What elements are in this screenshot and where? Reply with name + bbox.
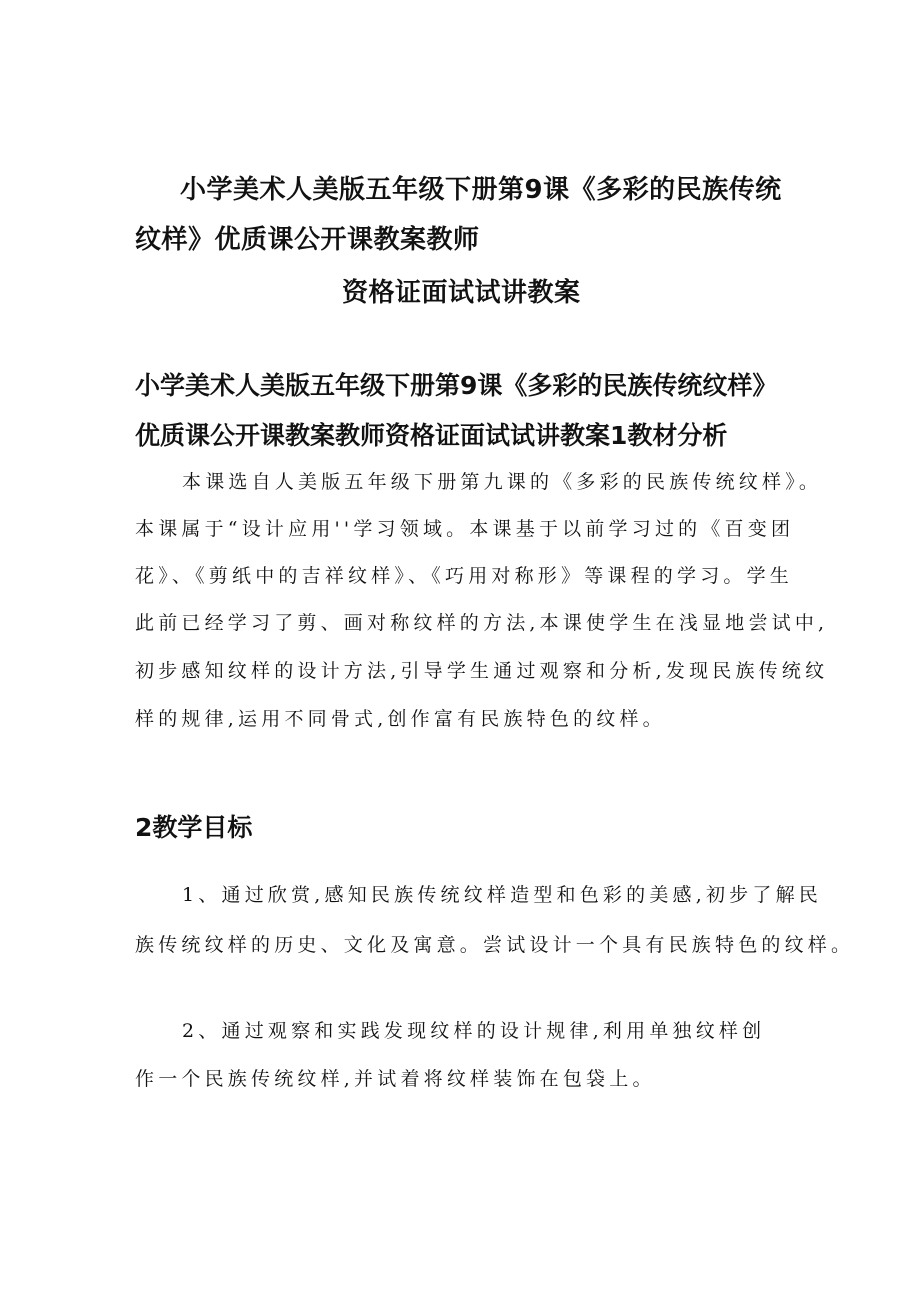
goal-2-line-2: 作一个民族传统纹样,并试着将纹样装饰在包袋上。: [135, 1068, 656, 1090]
document-title-line-3: 资格证面试试讲教案: [342, 278, 581, 308]
paragraph-line: 初步感知纹样的设计方法,引导学生通过观察和分析,发现民族传统纹: [135, 660, 829, 682]
section-heading-line-1: 小学美术人美版五年级下册第9课《多彩的民族传统纹样》: [135, 371, 778, 400]
document-title-line-2: 纹样》优质课公开课教案教师: [135, 225, 480, 255]
paragraph-line: 本课属于“设计应用''学习领域。本课基于以前学习过的《百变团: [135, 518, 795, 540]
goal-2-line-1: 2、通过观察和实践发现纹样的设计规律,利用单独纹样创: [182, 1020, 766, 1042]
paragraph-line: 花》、《剪纸中的吉祥纹样》、《巧用对称形》等课程的学习。学生: [135, 565, 794, 587]
section-heading-goals: 2教学目标: [135, 813, 253, 842]
goal-1-line-1: 1、通过欣赏,感知民族传统纹样造型和色彩的美感,初步了解民: [182, 884, 822, 906]
paragraph-line: 样的规律,运用不同骨式,创作富有民族特色的纹样。: [135, 708, 666, 730]
paragraph-line: 此前已经学习了剪、画对称纹样的方法,本课使学生在浅显地尝试中,: [135, 612, 829, 634]
section-heading-line-2: 优质课公开课教案教师资格证面试试讲教案1教材分析: [135, 421, 728, 450]
paragraph-line: 本课选自人美版五年级下册第九课的《多彩的民族传统纹样》。: [182, 471, 823, 493]
document-title-line-1: 小学美术人美版五年级下册第9课《多彩的民族传统: [180, 175, 782, 205]
goal-1-line-2: 族传统纹样的历史、文化及寓意。尝试设计一个具有民族特色的纹样。: [135, 934, 855, 956]
